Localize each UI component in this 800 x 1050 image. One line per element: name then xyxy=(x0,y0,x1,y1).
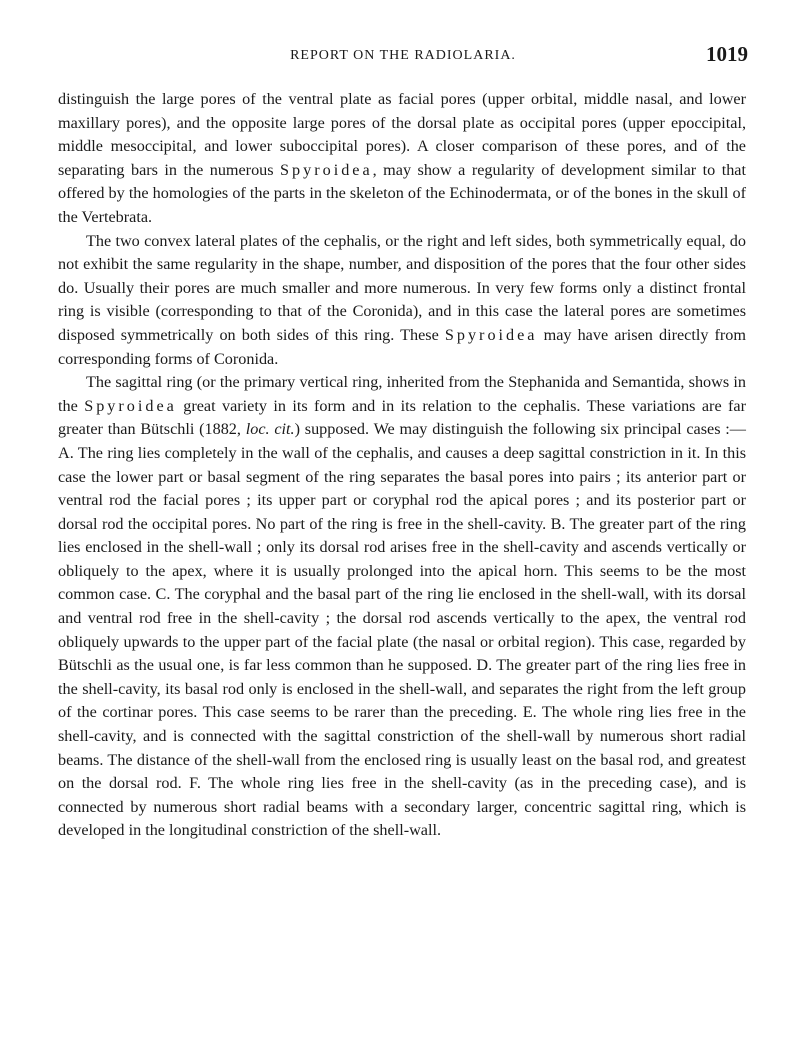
paragraph-2 xyxy=(58,230,746,372)
text-run: great variety in its form and in its relation to the cephalis. These variations are far greater than Bütschli (1882, xyxy=(58,396,746,439)
text-run: may have arisen directly from corresponding forms of Coronida. xyxy=(58,325,746,368)
page-header xyxy=(58,40,748,68)
taxon-name: Spyroidea xyxy=(84,396,177,415)
text-run: ) supposed. We may distinguish the following six principal cases :—A. The ring lies completely in the wall of the cephalis, and causes a deep sagittal constriction in it. In this case the lower part or basal segment of the ring separates the basal pores into pairs ; its anterior part or ventral rod the facial pores ; its upper part or coryphal rod the apical pores ; and its posterior part or dorsal rod the occipital pores. No part of the ring is free in the shell-cavity. B. The greater part of the ring lies enclosed in the shell-wall ; only its dorsal rod arises free in the shell-cavity and ascends vertically or obliquely to the apex, where it is usually prolonged into the apical horn. This seems to be the most common case. C. The coryphal and the basal part of the ring lie enclosed in the shell-wall, with its dorsal and ventral rod free in the shell-cavity ; the dorsal rod ascends vertically to the apex, the ventral rod obliquely upwards to the upper part of the facial plate (the nasal or orbital region). This case, regarded by Bütschli as the usual one, is far less common than he supposed. D. The greater part of the ring lies free in the shell-cavity, its basal rod only is enclosed in the shell-wall, and separates the right from the left group of the cortinar pores. This case seems to be rarer than the preceding. E. The whole ring lies free in the shell-cavity, and is connected with the sagittal constriction of the shell-wall by numerous short radial beams. The distance of the shell-wall from the enclosed ring is usually least on the basal rod, and greatest on the dorsal rod. F. The whole ring lies free in the shell-cavity (as in the preceding case), and is connected by numerous short radial beams with a secondary larger, concentric sagittal ring, which is developed in the longitudinal constriction of the shell-wall. xyxy=(58,420,746,840)
paragraph-3 xyxy=(58,371,746,843)
taxon-name: Spyroidea xyxy=(444,325,538,344)
taxon-name: Spyroidea xyxy=(280,160,373,179)
text-run: , may show a regularity of development similar to that offered by the homologies of the parts in the skeleton of the Echinodermata, or of the bones in the skull of the Vertebrata. xyxy=(58,160,746,226)
running-title: REPORT ON THE RADIOLARIA. xyxy=(290,48,516,63)
paragraph-1 xyxy=(58,88,746,230)
page-body xyxy=(58,88,746,843)
text-run: The two convex lateral plates of the cephalis, or the right and left sides, both symmetrically equal, do not exhibit the same regularity in the shape, number, and disposition of the pores that the four other sides do. Usually their pores are much smaller and more numerous. In very few forms only a distinct frontal ring is visible (corresponding to that of the Coronida), and in this case the lateral pores are sometimes disposed symmetrically on both sides of this ring. These xyxy=(58,231,746,344)
text-run: The sagittal ring (or the primary vertical ring, inherited from the Stephanida and Semantida, shows in the xyxy=(58,373,746,415)
text-run: distinguish the large pores of the ventral plate as facial pores (upper orbital, middle nasal, and lower maxillary pores), and the opposite large pores of the dorsal plate as occipital pores (upper epoccipital, middle mesoccipital, and lower suboccipital pores). A closer comparison of these pores, and of the separating bars in the numerous xyxy=(58,90,746,179)
citation-italic: loc. cit. xyxy=(245,420,295,439)
page-number: 1019 xyxy=(706,42,748,66)
